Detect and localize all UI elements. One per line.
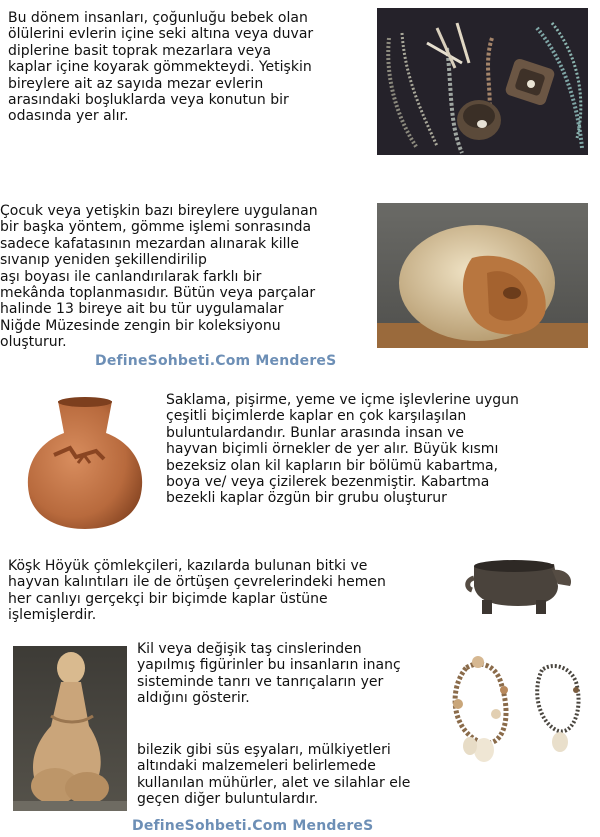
paragraph-potters: Köşk Höyük çömlekçileri, kazılarda bulunan bitki ve hayvan kalıntıları ile de örtüşen çevrelerindeki hemen her canlıyı gerçekçi bir biçimde kaplar üstüne işlemişlerdir.	[8, 558, 386, 624]
animal-vessel-photo	[462, 548, 578, 616]
paragraph-pottery: Saklama, pişirme, yeme ve içme işlevlerine uygun çeşitli biçimlerde kaplar en çok karşılaşılan buluntulardandır. Bunlar arasında insan ve hayvan biçimli örnekler de yer alır. Büyük kısmı bezeksiz olan kil kapların bir bölümü kabartma, boya ve/ veya çizilerek bezenmiştir. Kabartma bezekli kaplar özgün bir grubu oluşturur	[166, 392, 519, 507]
watermark-bottom: DefineSohbeti.Com MendereS	[132, 818, 374, 834]
paragraph-figurines: Kil veya değişik taş cinslerinden yapılmış figürinler bu insanların inanç sisteminde tanrı ve tanrıçaların yer aldığını gösterir.	[137, 641, 401, 707]
watermark-top: DefineSohbeti.Com MendereS	[95, 353, 337, 369]
paragraph-ornaments: bilezik gibi süs eşyaları, mülkiyetleri altındaki malzemeleri belirlemede kullanılan mühürler, alet ve silahlar ele geçen diğer buluntulardır.	[137, 742, 411, 808]
paragraph-skulls: Çocuk veya yetişkin bazı bireylere uygulanan bir başka yöntem, gömme işlemi sonrasında sadece kafatasının mezardan alınarak kille sıvanıp yeniden şekillendirilip aşı boyası ile canlandırılarak farklı bir mekânda toplanmasıdır. Bütün veya parçalar halinde 13 bireye ait bu tür uygulamalar Niğde Müzesinde zengin bir koleksiyonu oluşturur.	[0, 203, 318, 351]
plastered-skull-photo	[377, 203, 588, 348]
paragraph-burials: Bu dönem insanları, çoğunluğu bebek olan ölülerini evlerin içine seki altına veya duvar diplerine basit toprak mezarlara veya kaplar içine koyarak gömmekteydi. Yetişkin bireylere ait az sayıda mezar evlerin arasındaki boşluklarda veya konutun bir odasında yer alır.	[8, 10, 314, 125]
figurine-photo	[13, 646, 127, 811]
burial-jewelry-photo	[377, 8, 588, 155]
necklaces-photo	[444, 650, 590, 765]
clay-vessel-photo	[18, 393, 152, 533]
